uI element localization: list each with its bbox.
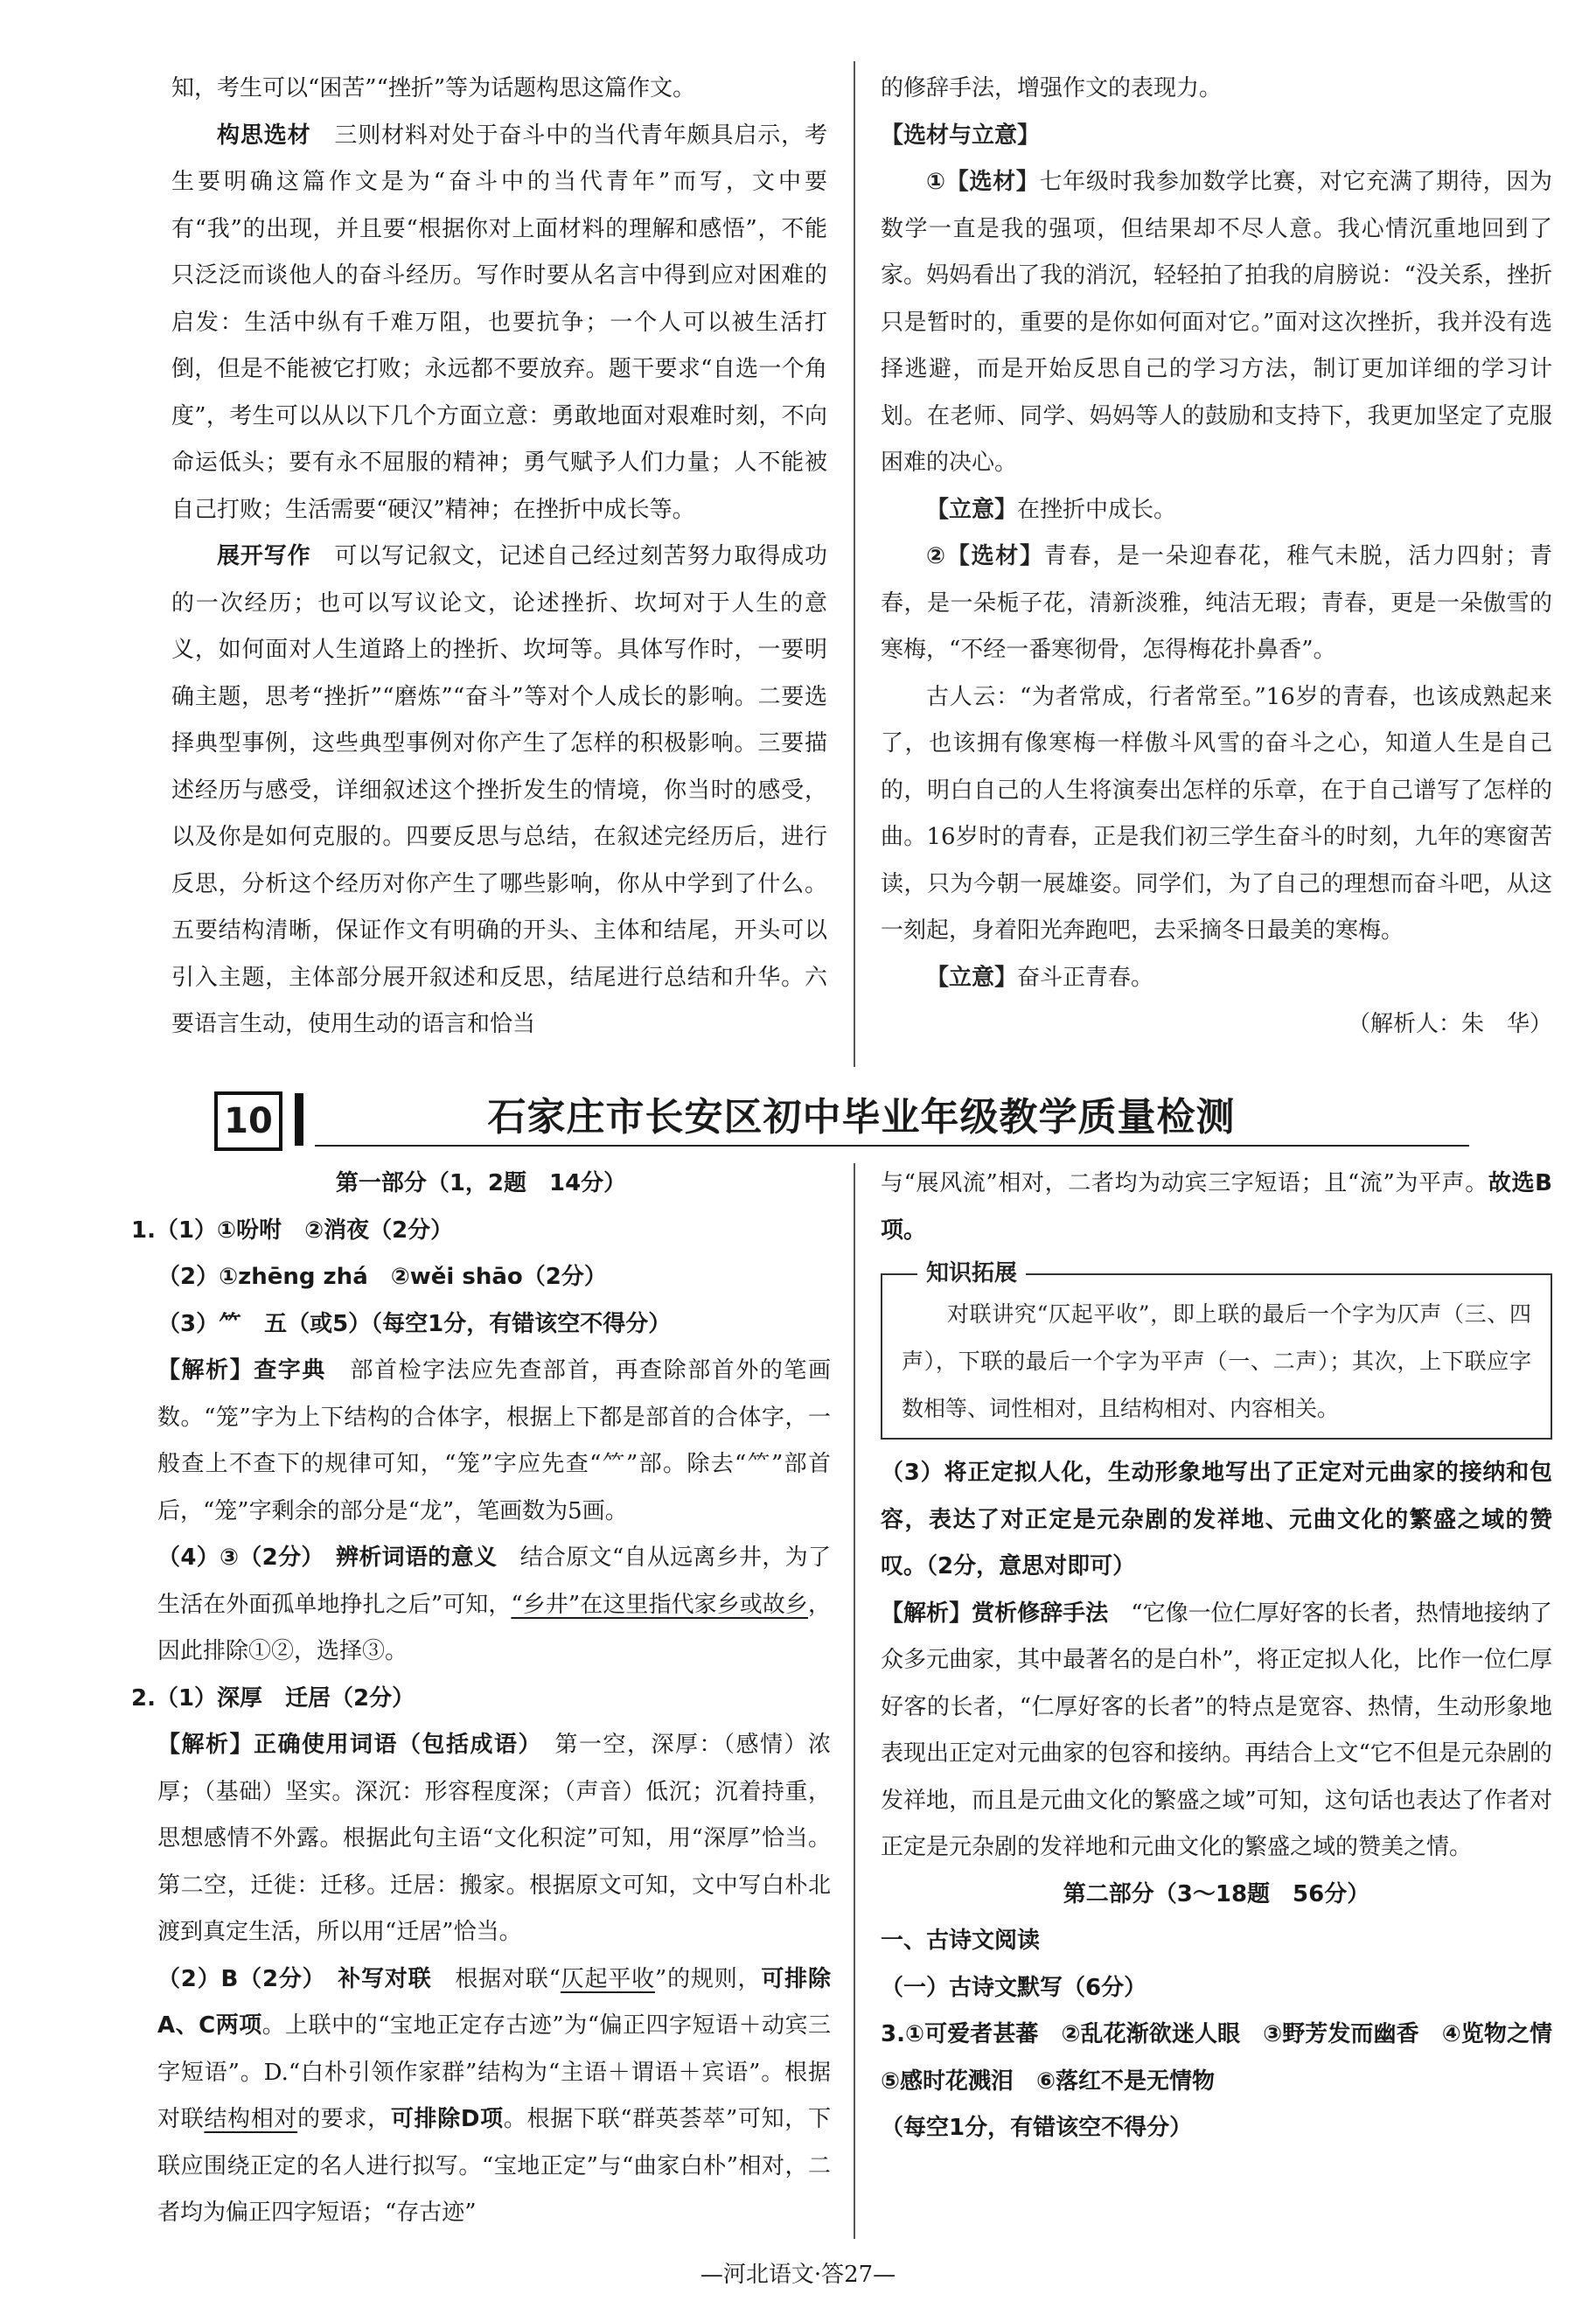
q1-part3: （3）⺮ 五（或5）（每空1分，有错该空不得分） — [157, 1310, 672, 1337]
theme-one-text: 在挫折中成长。 — [1017, 496, 1177, 523]
q1-part4-underline: “乡井”在这里指代家乡或故乡 — [511, 1591, 808, 1618]
bottom-left-column — [131, 1161, 831, 2237]
section-title: 石家庄市长安区初中毕业年级教学质量检测 — [487, 1095, 1236, 1140]
q2-part3-analysis-label: 【解析】赏析修辞手法 — [881, 1600, 1109, 1627]
text-conception: 三则材料对处于奋斗中的当代青年颇具启示，考生要明确这篇作文是为“奋斗中的当代青年”而写，文中要有“我”的出现，并且要“根据你对上面材料的理解和感悟”，不能只泛泛而谈他人的奋斗经历。写作时要从名言中得到应对困难的启发：生活中纵有千难万阻，也要抗争；一个人可以被生活打倒，但是不能被它打败；永远都不要放弃。题干要求“自选一个角度”，考生可以从以下几个方面立意：勇敢地面对艰难时刻，不向命运低头；要有永不屈服的精神；勇气赋予人们力量；人不能被自己打败；生活需要“硬汉”精神；在挫折中成长等。 — [171, 122, 827, 523]
material-one-label: ①【选材】 — [926, 169, 1040, 195]
theme-one-label: 【立意】 — [926, 496, 1018, 523]
title-underline — [315, 1145, 1469, 1147]
text-writing: 可以写记叙文，记述自己经过刻苦努力取得成功的一次经历；也可以写议论文，论述挫折、坎坷对于人生的意义，如何面对人生道路上的挫折、坎坷等。具体写作时，一要明确主题，思考“挫折”“磨炼”“奋斗”等对个人成长的影响。二要选择典型事例，这些典型事例对你产生了怎样的积极影响。三要描述经历与感受，详细叙述这个挫折发生的情境，你当时的感受，以及你是如何克服的。四要反思与总结，在叙述完经历后，进行反思，分析这个经历对你产生了哪些影响，你从中学到了什么。五要结构清晰，保证作文有明确的开头、主体和结尾，开头可以引入主题，主体部分展开叙述和反思，结尾进行总结和升华。六要语言生动，使用生动的语言和恰当 — [171, 543, 827, 1037]
paragraph-continuation: 的修辞手法，增强作文的表现力。 — [881, 75, 1223, 101]
material-two — [881, 533, 1552, 674]
q3-answers: 3.①可爱者甚蕃 ②乱花渐欲迷人眼 ③野芳发而幽香 ④览物之情 ⑤感时花溅泪 ⑥落红不是无情物 — [881, 2021, 1576, 2095]
paragraph-conception — [171, 113, 827, 534]
theme-two-text: 奋斗正青春。 — [1017, 964, 1154, 991]
material-one-text: 七年级时我参加数学比赛，对它充满了期待，因为数学一直是我的强项，但结果却不尽人意。我心情沉重地回到了家。妈妈看出了我的消沉，轻轻拍了拍我的肩膀说：“没关系，挫折只是暂时的，重要的是你如何面对它。”面对这次挫折，我并没有选择逃避，而是开始反思自己的学习方法，制订更加详细的学习计划。在老师、同学、妈妈等人的鼓励和支持下，我更加坚定了克服困难的决心。 — [881, 169, 1552, 476]
material-two-label: ②【选材】 — [926, 543, 1044, 569]
q2-part3-analysis — [881, 1591, 1552, 1872]
q2-analysis-text: 第一空，深厚：（感情）浓厚；（基础）坚实。深沉：形容程度深；（声音）低沉；沉着持重，思想感情不外露。根据此句主语“文化积淀”可知，用“深厚”恰当。第二空，迁徙：迁移。迁居：搬家。根据原文可知，文中写白朴北渡到真定生活，所以用“迁居”恰当。 — [157, 1732, 831, 1945]
bottom-right-column — [881, 1161, 1576, 2152]
q1-analysis-label: 【解析】查字典 — [157, 1357, 326, 1384]
column-divider-bottom — [854, 1163, 855, 2239]
q2-part2-b: ”的规则， — [654, 1965, 762, 1992]
material-two-para: 古人云：“为者常成，行者常至。”16岁的青春，也该成熟起来了，也该拥有像寒梅一样傲斗风雪的奋斗之心，知道人生是自己的，明白自己的人生将演奏出怎样的乐章，在于自己谱写了怎样的曲。16岁时的青春，正是我们初三学生奋斗的时刻，九年的寒窗苦读，只为今朝一展雄姿。同学们，为了自己的理想而奋斗吧，从这一刻起，身着阳光奔跑吧，去采摘冬日最美的寒梅。 — [881, 683, 1552, 944]
column-divider-top — [854, 61, 855, 1067]
knowledge-box — [881, 1260, 1552, 1440]
q2-part2-bold2: 可排除D项 — [390, 2106, 504, 2132]
q2-part2-d: 的要求， — [297, 2106, 391, 2132]
q2-part1: 2.（1）深厚 迁居（2分） — [131, 1684, 415, 1712]
q1-part4 — [131, 1535, 831, 1676]
top-right-column — [881, 66, 1552, 1049]
q1-part1: 1.（1）①吩咐 ②消夜（2分） — [131, 1217, 454, 1244]
label-writing: 展开写作 — [217, 543, 311, 569]
q2-part2-underline2: 结构相对 — [204, 2106, 298, 2132]
q2-part2-c: 。上联中的“宝地正定存古迹”为“偏正四字短语＋动宾三字短语”。D.“白朴引领作家群”结构为“主语＋谓语＋宾语”。根据对联 — [157, 2012, 831, 2132]
label-conception: 构思选材 — [217, 122, 311, 149]
paragraph-writing — [171, 533, 827, 1049]
theme-two-label: 【立意】 — [926, 964, 1018, 991]
q2-analysis — [131, 1722, 831, 1956]
top-left-column — [171, 66, 827, 1049]
q2-part2-a: 根据对联“ — [455, 1965, 561, 1992]
q3-note: （每空1分，有错该空不得分） — [881, 2115, 1193, 2141]
knowledge-box-label: 知识拓展 — [917, 1258, 1026, 1289]
section-number-bar — [295, 1093, 303, 1146]
material-two-text: 青春，是一朵迎春花，稚气未脱，活力四射；青春，是一朵栀子花，清新淡雅，纯洁无瑕；青春，更是一朵傲雪的寒梅，“不经一番寒彻骨，怎得梅花扑鼻香”。 — [881, 543, 1552, 663]
section-number-box: 10 — [214, 1091, 282, 1151]
section-classical-reading: 一、古诗文阅读 — [881, 1928, 1041, 1954]
q2-answer-choice: 故选B项。 — [881, 1170, 1552, 1244]
q1-part2: （2）①zhēng zhá ②wěi shāo（2分） — [157, 1264, 607, 1290]
q2-part2-e: 。根据下联“群英荟萃”可知，下联应围绕正定的名人进行拟写。“宝地正定”与“曲家白朴”相对，二者均为偏正四字短语；“存古迹” — [157, 2106, 831, 2226]
q1-part4-text: 结合原文“自从远离乡井，为了生活在外面孤单地挣扎之后”可知， — [157, 1544, 831, 1618]
paragraph-topic: 知，考生可以“困苦”“挫折”等为话题构思这篇作文。 — [171, 75, 696, 101]
q2-part2-underline1: 仄起平收 — [560, 1965, 655, 1992]
page-footer: —河北语文·答27— — [700, 2262, 896, 2288]
q2-part2-label: （2）B（2分） 补写对联 — [157, 1965, 432, 1992]
q1-analysis-text: 部首检字法应先查部首，再查除部首外的笔画数。“笼”字为上下结构的合体字，根据上下都是部首的合体字，一般查上不查下的规律可知，“笼”字应先查“⺮”部。除去“⺮”部首后，“笼”字剩余的部分是“龙”，笔画数为5画。 — [157, 1357, 831, 1524]
material-one — [881, 159, 1552, 487]
q2-part2 — [131, 1956, 831, 2237]
analyst-credit: （解析人：朱 华） — [1347, 1011, 1552, 1037]
q1-part4-label: （4）③（2分） 辨析词语的意义 — [157, 1544, 498, 1571]
part-two-heading: 第二部分（3～18题 56分） — [1063, 1880, 1370, 1907]
knowledge-box-text: 对联讲究“仄起平收”，即上联的最后一个字为仄声（三、四声），下联的最后一个字为平声（一、二声）；其次，上下联应字数相等、词性相对，且结构相对、内容相关。 — [902, 1301, 1531, 1421]
q2-part2-bold1: 可排除A、C两项 — [157, 1965, 831, 2039]
q2-continuation — [881, 1161, 1552, 1254]
theme-one — [881, 487, 1552, 534]
q2-analysis-label: 【解析】正确使用词语（包括成语） — [157, 1732, 531, 1758]
section-classical-dictation: （一）古诗文默写（6分） — [881, 1974, 1147, 2001]
q1-analysis — [131, 1348, 831, 1535]
q1-part4-end: ，因此排除①②，选择③。 — [157, 1591, 831, 1664]
q2-part3: （3）将正定拟人化，生动形象地写出了正定对元曲家的接纳和包容，表达了对正定是元杂剧的发祥地、元曲文化的繁盛之域的赞叹。（2分，意思对即可） — [881, 1460, 1552, 1579]
q2-continuation-text: 与“展风流”相对，二者均为动宾三字短语；且“流”为平声。 — [881, 1170, 1488, 1196]
theme-two — [881, 955, 1552, 1002]
part-one-heading: 第一部分（1，2题 14分） — [335, 1170, 627, 1196]
q2-part3-analysis-text: “它像一位仁厚好客的长者，热情地接纳了众多元曲家，其中最著名的是白朴”，将正定拟人化，比作一位仁厚好客的长者，“仁厚好客的长者”的特点是宽容、热情，生动形象地表现出正定对元曲家的包容和接纳。再结合上文“它不但是元杂剧的发祥地，而且是元曲文化的繁盛之域”可知，这句话也表达了作者对正定是元杂剧的发祥地和元曲文化的繁盛之域的赞美之情。 — [881, 1600, 1552, 1860]
heading-material-theme: 【选材与立意】 — [881, 122, 1041, 149]
